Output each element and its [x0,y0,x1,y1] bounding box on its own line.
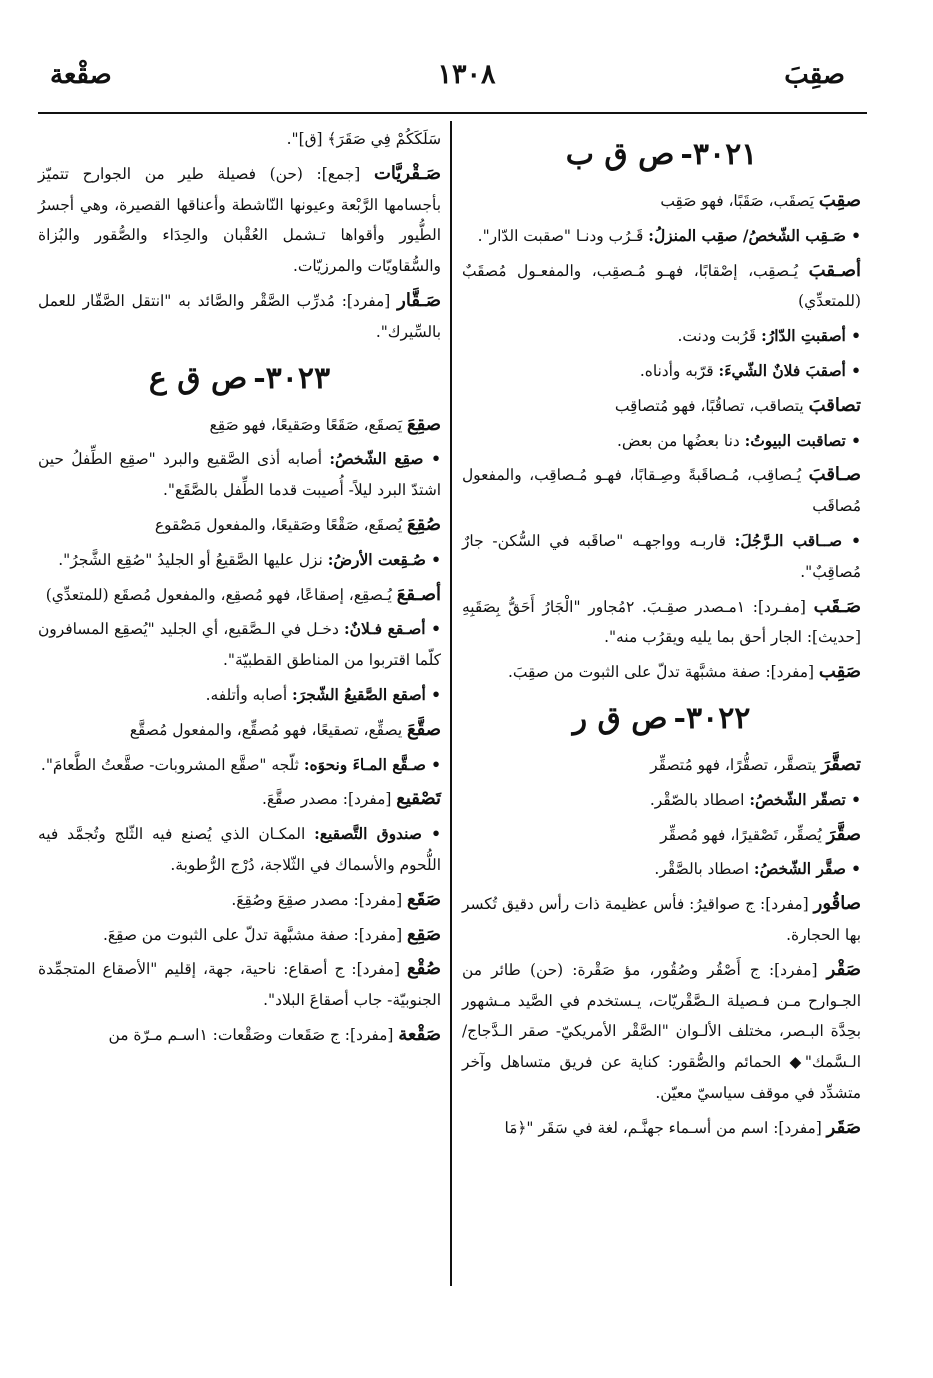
entry [38,885,441,916]
sense-lemma: • صــاقب الـرَّجُلَ: [735,532,861,550]
header-guide-word-left: صقْعة [50,60,112,90]
sense-lemma: • صَـقِب الشّخصُ/ صقِب المنزلُ: [648,227,861,245]
right-column [462,124,861,1148]
sense [462,356,861,387]
headword: صقَّرَ [826,823,861,845]
entry-text: [مفرد]: اسم من أسـماء جهنَّـم، لغة في سَقَر "﴿مَا [504,1118,822,1137]
sense [462,526,861,588]
headword: صاقُور [813,893,861,915]
entry-text: يتصقَّر، تصقُّرًا، فهو مُتصقِّر [650,755,817,774]
sense [38,680,441,711]
entry [462,592,861,654]
left-column [38,124,441,1055]
entry [38,920,441,951]
headword: صَقْر [826,958,861,980]
entry-text: يَصقَع، صَقَعًا وصَقيعًا، فهو صَقِع [209,415,403,434]
headword: أصـقعَ [396,583,441,605]
entry [462,460,861,522]
headword: صُقِعَ [407,513,441,535]
entry-text: يُـصقِع، إصقاعًا، فهو مُصقِع، والمفعول مُصقَع (للمتعدِّي) [45,585,392,604]
entry [38,410,441,441]
entry [462,750,861,781]
entry [462,391,861,422]
headword: صَـقَّار [397,289,441,311]
sense-lemma: • صندوق التَّصقيع: [314,825,441,843]
sense [38,444,441,506]
headword: صقَّعَ [407,718,441,740]
headword: صَـقَب [813,595,861,617]
entry-text: [مفرد]: صفة مشبَّهة تدلّ على الثبوت من صقِعَ. [102,925,403,944]
header-rule [38,112,867,114]
entry-text: [مفرد]: مصدر صقِعَ وصُقِعَ. [231,890,403,909]
sense-text: ثلّجه "صقَّع المشروبات- صقَّعتُ الطَّعامَ". [40,755,299,774]
entry-continuation [38,124,441,155]
headword: تصقَّرَ [821,753,861,775]
sense-lemma: • تصاقبت البيوتُ: [745,432,861,450]
sense-text: أصابه أذى الصَّقيع والبرد "صقِع الطِّفلُ حين اشتدّ البرد ليلاً- أُصيبت قدما الطِّفل بالصَّقَع". [38,450,441,500]
headword: صقِبَ [818,190,861,211]
entry [38,1020,441,1051]
entry [462,1113,861,1144]
section-heading [462,698,861,740]
section-number: ٣٠٢٣- [253,360,331,396]
sense-lemma: • صُـقِعت الأرضُ: [328,551,441,569]
sense-text: المكـان الذي يُصنع فيه الثّلج وتُجمَّد فيه اللُّحوم والأسماك في الثّلاجة، دُرْج الرُّطوبة. [38,825,441,874]
entry [462,955,861,1109]
headword: صَـقْريَّات [373,162,441,184]
sense-text: دنا بعضُها من بعض. [616,431,740,450]
sense-text: قاربـه وواجهـه "صاقَبه في السُّكن- جارٌ مُصاقِبٌ". [462,531,861,581]
entry-text: يَصقَب، صَقَبًا، فهو صَقِب [660,192,815,210]
sense-text: قَـرُب ودنـا "صقبت الدّار". [477,226,644,245]
entry-text: يُـصاقِب، مُـصاقَبةً وصِـقابًا، فهـو مُـصاقِب، والمفعول مُصاقَب [462,466,861,516]
headword: تصاقبَ [808,394,861,416]
page-header [30,52,903,98]
entry-text: يصقِّع، تصقيعًا، فهو مُصقِّع، والمفعول مُصقَّع [129,720,403,739]
headword: صـاقبَ [808,464,861,486]
sense [462,321,861,352]
sense [38,545,441,576]
sense-lemma: • صقِع الشّخصُ: [329,450,441,468]
section-heading [38,358,441,400]
column-divider [450,121,452,1286]
entry-text: سَلَكَكُمْ فِي صَقَرَ﴾ [ق]". [286,130,441,148]
headword: صقِعَ [407,413,441,435]
sense-lemma: • أصقبَ فلانٌ الشّيءَ: [719,362,861,380]
section-number: ٣٠٢٢- [673,700,751,736]
section-number: ٣٠٢١- [680,137,758,172]
entry-text: يُـصقِب، إصْقابًا، فهـو مُـصقِب، والمفعـول مُصقَبٌ (للمتعدِّي) [462,261,861,311]
entry-text: [مفرد]: مصدر صقَّعَ. [261,790,392,809]
headword: صَقِب [818,661,861,683]
entry-text: [مفرد]: ج صَقَعات وصَقْعات: ١اسـم مـرّة من [108,1025,394,1044]
entry [38,159,441,282]
sense [462,426,861,457]
entry [462,256,861,318]
headword: أصـقبَ [808,259,861,281]
sense-text: نزل عليها الصَّقيعُ أو الجليدُ "صُقِع الشَّجرُ". [58,550,323,569]
section-root: ص ق ر [572,700,668,736]
sense-lemma: • أصقع الصَّقيعُ الشّجرَ: [292,686,441,704]
entry [38,784,441,815]
sense-lemma: • أصقبتِ الدّارُ: [761,327,861,345]
entry [38,580,441,611]
sense-text: قَرُبت ودنت. [677,327,757,346]
entry-text: [جمع]: (حن) فصيلة طير من الجوارح تتميّز بأجسامها الرَّبْعة وعيونها النّاشطة وأعناقها القصيرة، وهي أجسرُ الطُّيور وأقواها تـشمل العُقْبان والحِدَاء والصُّقور والبُزاة والسُّقاويّات والمرزيّات. [38,164,441,276]
headword: صُقْع [407,958,441,980]
entry-text: [مفرد]: ج أصقاع: ناحية، جهة، إقليم "الأصقاع المتجمِّدة الجنوبيّة- جاب أصقاعَ البلاد". [38,960,441,1010]
section-heading [462,134,861,176]
sense [462,854,861,885]
entry [462,186,861,217]
sense-text: قرّبه وأدناه. [639,361,714,380]
sense-lemma: • أصـقع فـلانٌ: [344,620,441,638]
entry-text: [مفرد]: مُدرِّب الصَّقْر والصَّائد به "انتقل الصَّقّار للعمل بالسِّيرك". [38,291,441,341]
headword: صَقْعة [398,1023,441,1045]
entry [38,715,441,746]
sense [38,819,441,881]
entry-text: يتصاقب، تصاقُبًا، فهو مُتصاقِب [614,396,804,415]
entry [462,657,861,688]
headword: تَصْقيع [396,788,441,810]
section-root: ص ق ع [148,360,248,396]
entry [38,510,441,541]
sense [462,221,861,252]
entry [38,954,441,1016]
sense-text: اصطاد بالصّقْر. [649,790,745,809]
header-guide-word-right: صقِبَ [784,60,845,90]
sense-text: دخـل في الـصَّقيع، أي الجليد "يُصقِع المسافرون كلّما اقتربوا من المناطق القطبيّة". [38,620,441,670]
entry-text: [مفرد]: ج صواقيرُ: فأس عظيمة ذات رأس دقيق تُكسر بها الحجارة. [462,895,861,944]
headword: صَقِع [407,923,441,945]
entry [462,820,861,851]
sense [38,750,441,781]
entry [38,286,441,348]
sense [38,614,441,676]
sense-text: اصطاد بالصَّقْر. [654,860,750,879]
section-root: ص ق ب [565,137,675,172]
sense-text: أصابه وأتلفه. [205,685,288,704]
headword: صَقَع [407,888,441,910]
sense-lemma: • صقَّر الشّخصُ: [754,860,861,878]
entry-text: [مفرد]: صفة مشبَّهة تدلّ على الثبوت من صقِبَ. [507,663,815,682]
headword: صَقَر [826,1116,861,1138]
sense-lemma: • تصقّر الشّخصُ: [749,791,861,809]
sense-lemma: • صـقَّع المـاءَ ونحوَه: [304,756,441,774]
sense [462,785,861,816]
entry-text: يُصقِّر، تَصْقيرًا، فهو مُصقِّر [660,825,822,844]
entry-text: [مفـرد]: ١مـصدر صقِـبَ. ٢مُجاور "الْجَارُ أَحَقُّ بِصَقَبِهِ [حديث]: الجار أحق بما يليه ويقرُب منه". [462,597,861,647]
entry-text: [مفرد]: ج أَصْقُر وصُقُور، مؤ صَقْرة: (حن) طائر من الجـوارح مـن فـصيلة الـصَّقْريّات، يـستخدم في الصَّيد مـشهور بحِدَّة البـصر، مختلف الألـوان "الصَّقْر الأمريكيّ- صقر الـدَّجاج/ الـسَّمك"◆ الحمائم والصُّقور: كناية عن فريق متساهل وآخر متشدِّد في موقف سياسيّ معيّن. [462,960,861,1102]
entry [462,889,861,951]
entry-text: يُصقَع، صَقْعًا وصَقيعًا، والمفعول مَصْقوع [154,515,403,534]
page-number: ١٣٠٨ [437,59,496,90]
